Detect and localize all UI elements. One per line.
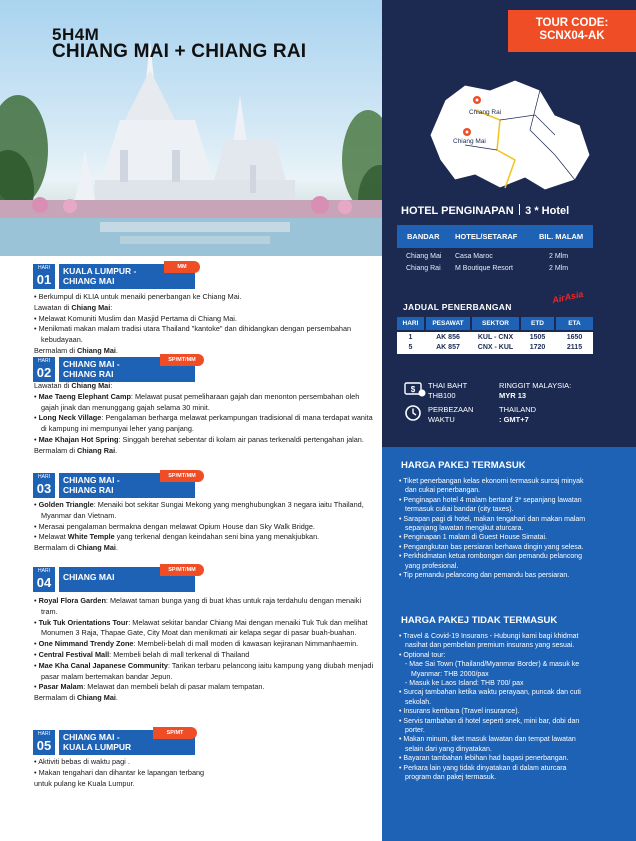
list-item: • Tiket penerbangan kelas ekonomi termasuk surcaj minyak dan cukai penerbangan. bbox=[399, 478, 584, 495]
list-item: - Masuk ke Laos Island: THB 700/ pax bbox=[405, 680, 524, 688]
day-title-line: CHIANG RAI bbox=[63, 368, 114, 379]
list-item: • Perkhidmatan ketua rombongan dan pemandu pelancong yang profesional. bbox=[399, 553, 583, 570]
day-2-details bbox=[34, 381, 374, 457]
tour-title: CHIANG MAI + CHIANG RAI bbox=[52, 41, 307, 62]
day-badge-label: HARI bbox=[38, 731, 50, 737]
timezone-country: THAILAND bbox=[499, 405, 537, 414]
excluded-list bbox=[397, 632, 592, 783]
table-cell: M Boutique Resort bbox=[455, 265, 513, 272]
clock-icon bbox=[404, 404, 422, 422]
day-title-line: KUALA LUMPUR bbox=[63, 741, 132, 752]
itinerary-line: • Makan tengahari dan dihantar ke lapangan terbang bbox=[34, 767, 205, 777]
hero-image bbox=[0, 0, 382, 256]
list-item: • Bayaran tambahan lebihan had bagasi penerbangan. bbox=[399, 755, 569, 763]
list-item: • Makan minum, tiket masuk lawatan dan tempat lawatan selain dari yang dinyatakan. bbox=[399, 736, 576, 753]
table-cell: 1650 2115 bbox=[566, 334, 583, 351]
itinerary-line: untuk pulang ke Kuala Lumpur. bbox=[34, 778, 135, 788]
northern-thailand-map bbox=[405, 60, 605, 200]
currency-value: MYR 13 bbox=[499, 390, 527, 400]
column-header: ETA bbox=[556, 317, 593, 330]
itinerary-line: • Mae Taeng Elephant Camp: Melawat pusat pemeliharaan gajah dan menonton persembahan oleh gajah jinak dan menunggang gajah selama 30 minit. bbox=[34, 391, 360, 412]
list-item: • Optional tour: bbox=[399, 651, 446, 659]
currency-myr bbox=[499, 381, 571, 400]
itinerary-line: Bermalam di Chiang Mai. bbox=[34, 693, 118, 703]
itinerary-line: • Mae Kha Canal Japanese Community: Tarikan terbaru pelancong iaitu kampung yang diubah menjadi pasar malam bertemakan bandar Jepun. bbox=[34, 660, 374, 681]
list-item: • Tip pemandu pelancong dan pemandu bas persiaran. bbox=[399, 572, 570, 580]
itinerary-line: • Berkumpul di KLIA untuk menaiki penerbangan ke Chiang Mai. bbox=[34, 292, 242, 301]
flight-table-header bbox=[397, 317, 593, 331]
flight-rows bbox=[397, 332, 593, 354]
hotel-heading bbox=[401, 204, 569, 217]
itinerary-line: • Tuk Tuk Orientations Tour: Melawat sekitar bandar Chiang Mai dengan menaiki Tuk Tuk dan melihat Monumen 3 Raja, Thapae Gate, City Moat dan menikmati air kelapa segar di pasar buah-buahan. bbox=[34, 617, 368, 638]
currency-value: THB100 bbox=[428, 390, 456, 400]
list-item: • Sarapan pagi di hotel, makan tengahari dan makan malam sepanjang lawatan mengikut aturcara. bbox=[399, 515, 586, 533]
timezone-label-line: PERBEZAAN bbox=[428, 405, 474, 414]
divider bbox=[519, 204, 521, 215]
day-3-details bbox=[34, 500, 374, 554]
airasia-logo: AirAsia bbox=[551, 288, 585, 306]
included-list bbox=[397, 477, 592, 580]
table-cell: 1505 1720 bbox=[529, 334, 546, 351]
itinerary-line: • Merasai pengalaman bermakna dengan melawat Opium House dan Sky Walk Bridge. bbox=[34, 521, 315, 531]
column-header: HARI bbox=[397, 317, 424, 330]
day-title-line: KUALA LUMPUR - bbox=[63, 266, 137, 276]
day-number: 05 bbox=[36, 738, 52, 753]
chiang-mai-pin bbox=[463, 128, 471, 136]
meal-badge: SP/MT/MM bbox=[160, 354, 204, 366]
itinerary-line: Bermalam di Chiang Mai. bbox=[34, 543, 118, 553]
itinerary-line: • Melawat White Temple yang terkenal dengan keindahan seni bina yang menakjubkan. bbox=[34, 532, 320, 542]
itinerary-line: • Royal Flora Garden: Melawat taman bunga yang di buat khas untuk raja terdahulu dengan menaiki tram. bbox=[34, 596, 362, 616]
itinerary-line: Lawatan di Chiang Mai: bbox=[34, 302, 113, 312]
map-label-chiang-rai: Chiang Rai bbox=[469, 109, 502, 116]
tour-code-box bbox=[508, 10, 636, 52]
day-number: 04 bbox=[36, 575, 52, 590]
itinerary-line: • Golden Triangle: Menaiki bot sekitar Sungai Mekong yang menghubungkan 3 negara iaitu Thailand, Myanmar dan Vietnam. bbox=[34, 500, 364, 520]
day-title-line: CHIANG MAI - bbox=[63, 359, 120, 369]
table-cell: 1 5 bbox=[408, 334, 413, 351]
table-cell: AK 856 AK 857 bbox=[436, 334, 460, 351]
itinerary-line: • Long Neck Village: Pengalaman berharga melawat perkampungan tradisional di mana terdapat wanita di kampung ini mempunyai leher yang panjang. bbox=[34, 413, 373, 434]
day-badge-label: HARI bbox=[38, 474, 50, 480]
day-1-details bbox=[34, 292, 374, 357]
hotel-table-header bbox=[397, 225, 593, 248]
list-item: • Insurans kembara (Travel insurance). bbox=[399, 708, 520, 716]
list-item: • Perkara lain yang tidak dinyatakan di dalam aturcara program dan pakej termasuk. bbox=[399, 764, 567, 782]
meal-badge: SP/MT bbox=[153, 727, 197, 739]
day-number: 03 bbox=[36, 481, 52, 496]
list-item: • Surcaj tambahan ketika waktu perayaan, puncak dan cuti sekolah. bbox=[399, 689, 581, 706]
day-title-line: CHIANG RAI bbox=[63, 484, 114, 495]
day-title-line: CHIANG MAI bbox=[63, 572, 115, 582]
timezone-value bbox=[499, 405, 536, 424]
column-header: BIL. MALAM bbox=[539, 232, 584, 241]
day-badge bbox=[33, 264, 57, 289]
list-item: • Servis tambahan di hotel seperti snek, mini bar, dobi dan porter. bbox=[399, 717, 580, 735]
table-cell: 2 Mlm bbox=[549, 265, 569, 272]
column-header: HOTEL/SETARAF bbox=[455, 232, 518, 241]
flight-table bbox=[397, 317, 593, 354]
chiang-rai-pin bbox=[473, 96, 481, 104]
day-title-line: CHIANG MAI - bbox=[63, 732, 120, 742]
column-header: PESAWAT bbox=[426, 317, 470, 330]
itinerary-line: Bermalam di Chiang Rai. bbox=[34, 445, 118, 455]
included-heading: HARGA PAKEJ TERMASUK bbox=[401, 460, 526, 471]
itinerary-line: • Mae Khajan Hot Spring: Singgah berehat sebentar di kolam air panas terkenaldi pertengahan jalan. bbox=[34, 434, 364, 444]
column-header: SEKTOR bbox=[472, 317, 519, 330]
table-cell: Chiang Mai bbox=[406, 253, 442, 260]
itinerary-line: • Menikmati makan malam tradisi utara Thailand "kantoke" dan dihidangkan dengan persembahan kebudayaan. bbox=[34, 324, 352, 345]
day-badge bbox=[33, 730, 57, 755]
itinerary-line: • Melawat Komuniti Muslim dan Masjid Pertama di Chiang Mai. bbox=[34, 313, 237, 323]
list-item: • Pengangkutan bas persiaran berhawa dingin yang selesa. bbox=[399, 543, 584, 551]
day-badge-label: HARI bbox=[38, 265, 50, 271]
table-cell: 2 Mlm bbox=[549, 253, 569, 260]
timezone-label-line: WAKTU bbox=[428, 414, 455, 424]
itinerary-line: • Pasar Malam: Melawat dan membeli belah di pasar malam tempatan. bbox=[34, 682, 265, 692]
meal-badge: SP/MT/MM bbox=[160, 470, 204, 482]
list-item: • Penginapan 1 malam di Guest House Simatai. bbox=[399, 534, 547, 542]
timezone-label bbox=[428, 405, 473, 424]
itinerary-line: • Aktiviti bebas di waktu pagi . bbox=[34, 757, 130, 766]
tour-duration: 5H4M bbox=[52, 25, 100, 44]
day-title-line: CHIANG MAI - bbox=[63, 475, 120, 485]
meal-badge: SP/MT/MM bbox=[160, 564, 204, 576]
meal-badge: MM bbox=[164, 261, 200, 273]
list-item: - Mae Sai Town (Thailand/Myanmar Border) & masuk ke Myanmar: THB 2000/pax bbox=[405, 661, 580, 678]
map-label-chiang-mai: Chiang Mai bbox=[453, 138, 486, 145]
currency-label: RINGGIT MALAYSIA: bbox=[499, 381, 572, 390]
column-header: BANDAR bbox=[407, 232, 440, 241]
itinerary-line: Lawatan di Chiang Mai: bbox=[34, 381, 113, 390]
day-number: 02 bbox=[36, 365, 52, 380]
tour-code-label: TOUR CODE: bbox=[535, 17, 609, 29]
svg-text:$: $ bbox=[410, 385, 416, 394]
table-cell: Chiang Rai bbox=[406, 265, 441, 272]
day-badge bbox=[33, 357, 57, 382]
itinerary-line: • Central Festival Mall: Membeli belah di mall terkenal di Thailand bbox=[34, 649, 250, 659]
day-badge bbox=[33, 473, 57, 498]
hotel-heading-text: HOTEL PENGINAPAN bbox=[401, 205, 514, 217]
day-number: 01 bbox=[36, 272, 52, 287]
money-icon bbox=[404, 380, 426, 398]
column-header: ETD bbox=[521, 317, 554, 330]
table-cell: KUL - CNX CNX - KUL bbox=[477, 334, 514, 351]
flight-heading: JADUAL PENERBANGAN bbox=[403, 302, 512, 312]
day-badge-label: HARI bbox=[38, 568, 50, 574]
day-5-details bbox=[34, 757, 374, 789]
tour-code-value: SCNX04-AK bbox=[539, 30, 605, 42]
day-badge-label: HARI bbox=[38, 358, 50, 364]
excluded-heading: HARGA PAKEJ TIDAK TERMASUK bbox=[401, 615, 558, 626]
hotel-rating: 3 * Hotel bbox=[525, 205, 570, 217]
table-cell: Casa Maroc bbox=[455, 253, 493, 260]
currency-label: THAI BAHT bbox=[428, 381, 468, 390]
currency-thb bbox=[428, 381, 467, 400]
day-badge bbox=[33, 567, 57, 592]
list-item: • Travel & Covid-19 Insurans - Hubungi kami bagi khidmat nasihat dan pembelian premium insurans yang sesuai. bbox=[399, 633, 579, 650]
itinerary-line: Bermalam di Chiang Mai. bbox=[34, 345, 118, 355]
timezone-offset: : GMT+7 bbox=[499, 414, 529, 424]
list-item: • Penginapan hotel 4 malam bertaraf 3* sepanjang lawatan termasuk cukai bandar (city taxes). bbox=[399, 496, 582, 514]
day-title-line: CHIANG MAI bbox=[63, 275, 115, 286]
day-4-details bbox=[34, 596, 374, 704]
itinerary-line: • One Nimmand Trendy Zone: Membeli-belah di mall moden di kawasan kejiranan Nimmanhaemin. bbox=[34, 639, 359, 649]
